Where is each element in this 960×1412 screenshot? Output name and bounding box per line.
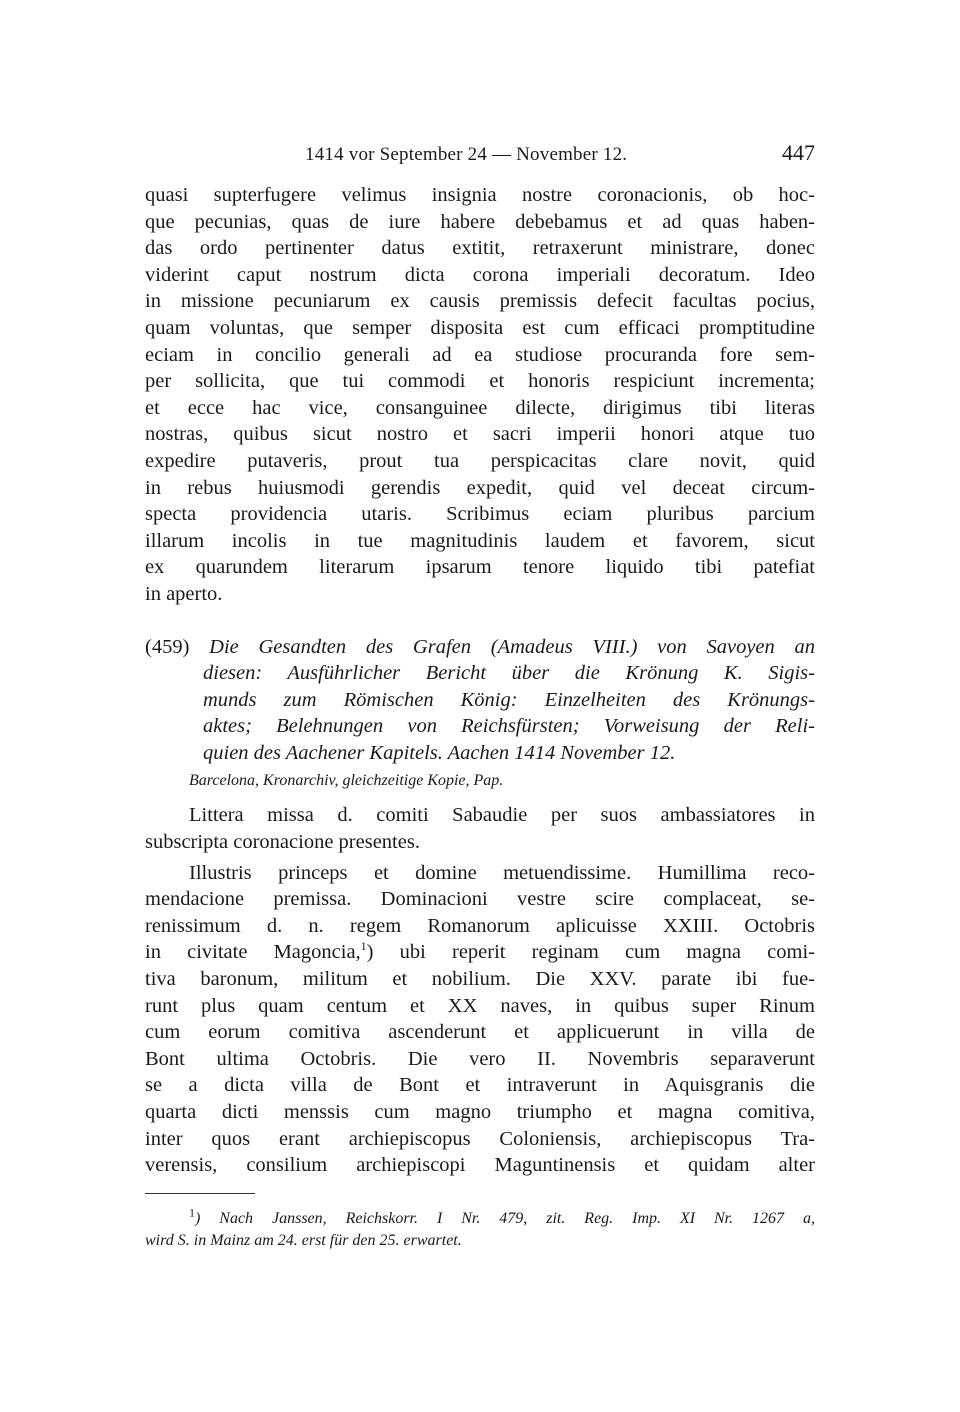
heading-text: quien des Aachener Kapitels. Aachen 1414 November 12.: [203, 741, 676, 764]
footnote-text: ) Nach Janssen, Reichskorr. I Nr. 479, zit. Reg. Imp. XI Nr. 1267 a,: [195, 1209, 815, 1227]
text-line: Bont ultima Octobris. Die vero II. Novembris separaverunt: [145, 1047, 815, 1070]
heading-line: [145, 713, 815, 740]
text-segment: in civitate Magoncia,: [145, 941, 361, 964]
heading-text: munds zum Römischen König: Einzelheiten des Krönungs-: [203, 688, 815, 711]
heading-line: [145, 740, 815, 767]
text-line: quam voluntas, que semper disposita est cum efficaci promptitudine: [145, 316, 815, 339]
document-heading: [145, 634, 815, 767]
text-line: cum eorum comitiva ascenderunt et applicuerunt in villa de: [145, 1021, 815, 1044]
heading-text: aktes; Belehnungen von Reichsfürsten; Vorweisung der Reli-: [203, 715, 815, 738]
heading-line: [145, 634, 815, 661]
running-head: [145, 140, 815, 174]
page-number: 447: [782, 140, 815, 165]
text-line: que pecunias, quas de iure habere debebamus et ad quas haben-: [145, 210, 815, 233]
text-line: in aperto.: [145, 582, 223, 605]
source-citation: Barcelona, Kronarchiv, gleichzeitige Kopie, Pap.: [189, 772, 504, 790]
text-line: Littera missa d. comiti Sabaudie per suos ambassiatores in: [189, 804, 815, 827]
lead-paragraph: [145, 802, 815, 855]
text-segment: ) ubi reperit reginam cum magna comi-: [366, 941, 815, 964]
text-line: se a dicta villa de Bont et intraverunt in Aquisgranis die: [145, 1074, 815, 1097]
text-line: expedire putaveris, prout tua perspicacitas clare novit, quid: [145, 449, 815, 472]
text-line: eciam in concilio generali ad ea studiose procuranda fore sem-: [145, 343, 815, 366]
footnote-mark: 1: [189, 1205, 195, 1220]
text-line: verensis, consilium archiepiscopi Maguntinensis et quidam alter: [145, 1154, 815, 1177]
text-line: illarum incolis in tue magnitudinis laudem et favorem, sicut: [145, 529, 815, 552]
text-line: tiva baronum, militum et nobilium. Die XXV. parate ibi fue-: [145, 968, 815, 991]
text-line: specta providencia utaris. Scribimus eciam pluribus parcium: [145, 503, 815, 526]
text-line: viderint caput nostrum dicta corona imperiali decoratum. Ideo: [145, 263, 815, 286]
footnote-line: [145, 1205, 815, 1230]
text-line: quasi supterfugere velimus insignia nostre coronacionis, ob hoc-: [145, 184, 815, 206]
text-line: renissimum d. n. regem Romanorum aplicuisse XXIII. Octobris: [145, 914, 815, 937]
text-line: et ecce hac vice, consanguinee dilecte, dirigimus tibi literas: [145, 396, 815, 419]
book-page: [145, 140, 815, 1252]
text-line: mendacione premissa. Dominacioni vestre scire complaceat, se-: [145, 888, 815, 911]
text-line: Illustris princeps et domine metuendissime. Humillima reco-: [189, 861, 815, 884]
text-line: das ordo pertinenter datus extitit, retraxerunt ministrare, donec: [145, 237, 815, 260]
text-line: nostras, quibus sicut nostro et sacri imperii honori atque tuo: [145, 423, 815, 446]
letter-paragraph: [145, 860, 815, 1179]
running-head-title: 1414 vor September 24 — November 12.: [305, 144, 628, 165]
text-line: per sollicita, que tui commodi et honoris respiciunt incrementa;: [145, 370, 815, 393]
heading-text: Die Gesandten des Grafen (Amadeus VIII.) von Savoyen an: [209, 635, 815, 658]
footnote-mark: 1: [360, 939, 367, 954]
heading-line: [145, 687, 815, 714]
text-line: [145, 939, 815, 966]
text-line: in rebus huiusmodi gerendis expedit, quid vel deceat circum-: [145, 476, 815, 499]
footnotes: [145, 1205, 815, 1252]
continuation-paragraph: [145, 182, 815, 608]
footnote-divider: [145, 1193, 255, 1194]
text-line: inter quos erant archiepiscopus Coloniensis, archiepiscopus Tra-: [145, 1127, 815, 1150]
document-number: (459): [145, 635, 190, 658]
text-line: runt plus quam centum et XX naves, in quibus super Rinum: [145, 994, 815, 1017]
text-line: in missione pecuniarum ex causis premissis defecit facultas pocius,: [145, 290, 815, 313]
text-line: ex quarundem literarum ipsarum tenore liquido tibi patefiat: [145, 556, 815, 579]
heading-text: diesen: Ausführlicher Bericht über die Krönung K. Sigis-: [203, 662, 815, 685]
heading-line: [145, 660, 815, 687]
footnote-line: wird S. in Mainz am 24. erst für den 25. erwartet.: [145, 1231, 462, 1249]
text-line: subscripta coronacione presentes.: [145, 831, 420, 854]
text-line: quarta dicti menssis cum magno triumpho et magna comitiva,: [145, 1101, 815, 1123]
